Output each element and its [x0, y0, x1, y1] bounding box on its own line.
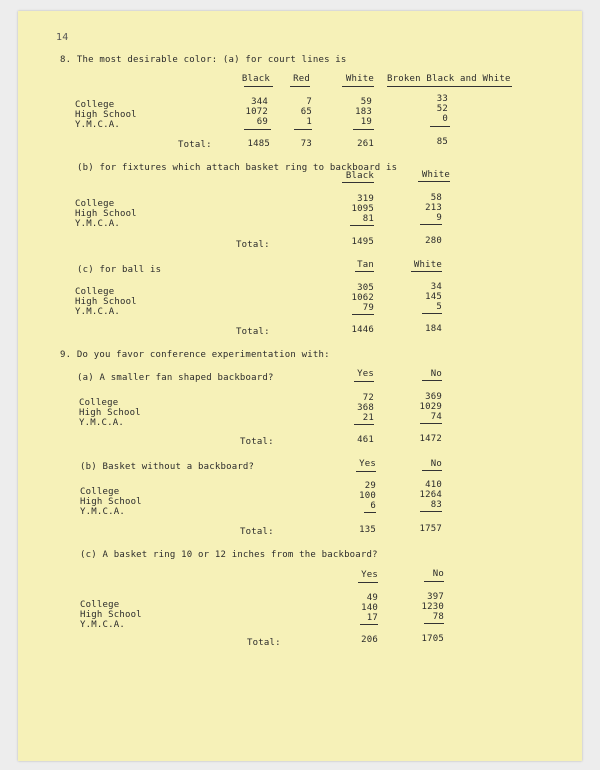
- q9c-cell: 1230: [421, 602, 444, 612]
- q9b-cell: 100: [359, 491, 376, 501]
- q8c-row-label: High School: [75, 297, 137, 307]
- q8a-header-broken: Broken Black and White: [387, 74, 511, 84]
- q9c-total: 206: [361, 635, 378, 645]
- q9b-total: 1757: [419, 524, 442, 534]
- q9a-row-label: College: [79, 398, 119, 408]
- q8c-cell: 145: [425, 292, 442, 302]
- q8a-total: 73: [300, 139, 312, 149]
- q8b-total-label: Total:: [236, 240, 270, 250]
- q9a-cell: 21: [362, 413, 374, 423]
- q8a-cell: 183: [355, 107, 372, 117]
- q8a-cell: 33: [436, 94, 448, 104]
- q9c-total: 1705: [421, 634, 444, 644]
- q9a-header-yes: Yes: [357, 369, 374, 379]
- q8b-cell: 58: [430, 193, 442, 203]
- q9c-row-label: High School: [80, 610, 142, 620]
- q9a-row-label: High School: [79, 408, 141, 418]
- q9a-total-label: Total:: [240, 437, 274, 447]
- q9b-row-label: College: [80, 487, 120, 497]
- q8b-cell: 1095: [351, 204, 374, 214]
- q9c-cell: 17: [366, 613, 378, 623]
- q8a-cell: 0: [442, 114, 448, 124]
- q8b-row-label: High School: [75, 209, 137, 219]
- q8c-header-white: White: [413, 260, 442, 270]
- q9a-total: 461: [357, 435, 374, 445]
- q8-title: 8. The most desirable color: (a) for court lines is: [60, 55, 347, 65]
- q9-title: 9. Do you favor conference experimentation with:: [60, 350, 330, 360]
- q9b-cell: 83: [430, 500, 442, 510]
- q8c-total-label: Total:: [236, 327, 270, 337]
- q9c-cell: 140: [361, 603, 378, 613]
- q9a-cell: 1029: [419, 402, 442, 412]
- q9a-cell: 368: [357, 403, 374, 413]
- q9c-cell: 78: [432, 612, 444, 622]
- q8c-cell: 34: [430, 282, 442, 292]
- q8b-row-label: College: [75, 199, 115, 209]
- q9c-header-no: No: [432, 569, 444, 579]
- q8b-total: 280: [425, 236, 442, 246]
- q8b-cell: 9: [436, 213, 442, 223]
- q9b-total-label: Total:: [240, 527, 274, 537]
- q9a-total: 1472: [419, 434, 442, 444]
- q8c-total: 184: [425, 324, 442, 334]
- q8a-cell: 1: [306, 117, 312, 127]
- q9b-row-label: High School: [80, 497, 142, 507]
- q9c-cell: 49: [366, 593, 378, 603]
- q8a-cell: 52: [436, 104, 448, 114]
- q8c-title: (c) for ball is: [77, 265, 162, 275]
- q9a-cell: 369: [425, 392, 442, 402]
- q8a-total: 85: [436, 137, 448, 147]
- q8a-total-label: Total:: [178, 140, 212, 150]
- q8a-total: 261: [357, 139, 374, 149]
- q9b-header-yes: Yes: [359, 459, 376, 469]
- q8c-row-label: College: [75, 287, 115, 297]
- q8b-total: 1495: [351, 237, 374, 247]
- q9b-header-no: No: [430, 459, 442, 469]
- q8a-header-red: Red: [293, 74, 310, 84]
- q9a-row-label: Y.M.C.A.: [79, 418, 124, 428]
- q9c-header-yes: Yes: [361, 570, 378, 580]
- q9a-header-no: No: [430, 369, 442, 379]
- q9a-cell: 72: [362, 393, 374, 403]
- q8c-cell: 79: [362, 303, 374, 313]
- q8a-cell: 19: [360, 117, 372, 127]
- q8a-cell: 69: [256, 117, 268, 127]
- q9c-row-label: College: [80, 600, 120, 610]
- q9b-row-label: Y.M.C.A.: [80, 507, 125, 517]
- q8b-row-label: Y.M.C.A.: [75, 219, 120, 229]
- q9b-cell: 6: [370, 501, 376, 511]
- q8a-row-label: High School: [75, 110, 137, 120]
- q8b-cell: 81: [362, 214, 374, 224]
- q8a-cell: 1072: [245, 107, 268, 117]
- q8a-row-label: Y.M.C.A.: [75, 120, 120, 130]
- q9b-title: (b) Basket without a backboard?: [80, 462, 255, 472]
- q8b-title: (b) for fixtures which attach basket ring to backboard is: [77, 163, 398, 173]
- q8a-cell: 7: [306, 97, 312, 107]
- q8b-cell: 319: [357, 194, 374, 204]
- q9b-cell: 410: [425, 480, 442, 490]
- q8b-cell: 213: [425, 203, 442, 213]
- q8a-cell: 344: [251, 97, 268, 107]
- q9c-cell: 397: [427, 592, 444, 602]
- q9a-title: (a) A smaller fan shaped backboard?: [77, 373, 274, 383]
- q8c-row-label: Y.M.C.A.: [75, 307, 120, 317]
- q8a-cell: 65: [300, 107, 312, 117]
- q8c-cell: 305: [357, 283, 374, 293]
- q8a-row-label: College: [75, 100, 115, 110]
- q9c-row-label: Y.M.C.A.: [80, 620, 125, 630]
- q8a-header-black: Black: [241, 74, 270, 84]
- q9b-cell: 1264: [419, 490, 442, 500]
- q8a-total: 1485: [247, 139, 270, 149]
- q9c-title: (c) A basket ring 10 or 12 inches from the backboard?: [80, 550, 378, 560]
- q9b-cell: 29: [364, 481, 376, 491]
- q9a-cell: 74: [430, 412, 442, 422]
- q8c-header-tan: Tan: [357, 260, 374, 270]
- q8a-header-white: White: [345, 74, 374, 84]
- q8c-total: 1446: [351, 325, 374, 335]
- q8c-cell: 1062: [351, 293, 374, 303]
- q8b-header-white: White: [421, 170, 450, 180]
- q9c-total-label: Total:: [247, 638, 281, 648]
- q8c-cell: 5: [436, 302, 442, 312]
- page-number: 14: [56, 32, 69, 43]
- q8b-header-black: Black: [345, 171, 374, 181]
- q9b-total: 135: [359, 525, 376, 535]
- q8a-cell: 59: [360, 97, 372, 107]
